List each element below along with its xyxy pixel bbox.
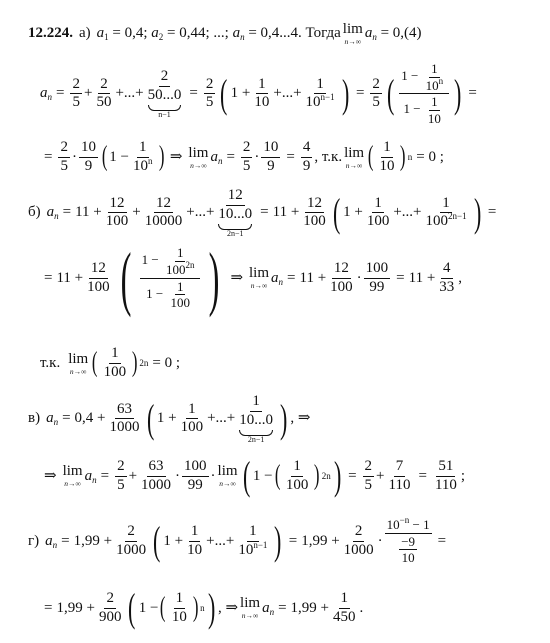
- line-1: [28, 22, 422, 46]
- line-5: = 11 + $\frac{12}{100}$ ( 1 − $\frac{1}{100^{2n}}$ 1 − $\frac{1}{100}$ ) ⇒ lim n→∞ $a_n$ = 11 + $\frac{12}{100}$ · $\frac{100}{99}$ = 11 + $\frac{4}{33}$ ,: [44, 238, 463, 318]
- line-8: ⇒ lim n→∞ $a_n$ = $\frac{2}{5}$ + $\frac{63}{1000}$ · 100 99 · lim n→∞ ( 1 − ( 1 100 ) 2n ) = $\frac{2}{5}$ + $\frac{7}{110}$ = $\frac{51}{110}$ ;: [44, 453, 466, 498]
- line-2: $a_n$ = $\frac{2}{5}$ + $\frac{2}{50}$ +...+ 2 50...0 n−1 = $\frac{2}{5}$ ( 1 + $\frac{1}{10}$ +...+ $\frac{1}{10^{n-1}}$ ) = $\frac{2}{5}$ ( 1 − $\frac{1}{10^n}$ 1 − $\frac{1}{10}$ ) =: [40, 61, 477, 126]
- part-v-label: в): [28, 410, 41, 427]
- part-g-label: г): [28, 532, 40, 549]
- line-9: г) $a_n$ = 1,99 + $\frac{2}{1000}$ ( 1 + $\frac{1}{10}$ +...+ $\frac{1}{10^{n-1}}$ ) = 1,99 + $\frac{2}{1000}$ · $\frac{10^{-n} - 1}{\frac{-9}{10}}$ =: [28, 515, 447, 566]
- line-1-end: $a_n = 0,(4)$: [364, 25, 422, 43]
- line-6: т.к. lim n→∞ ( 1 100 ) 2n = 0 ;: [40, 345, 181, 380]
- line-10: = 1,99 + $\frac{2}{900}$ ( 1 − ( 1 10 ) n ) , ⇒ lim n→∞ $a_n$ = 1,99 + $\frac{1}{450}$ .: [44, 585, 364, 630]
- problem-number: 12.224.: [28, 25, 73, 42]
- lim-operator: lim n→∞: [342, 21, 363, 46]
- line-1-text: $a_1 = 0,4$; $a_2 = 0,44$; ...; $a_n = 0,4...4$. Тогда: [96, 25, 341, 43]
- part-b-label: б): [28, 204, 41, 221]
- line-4: б) $a_n$ = 11 + $\frac{12}{100}$ + $\frac{12}{10000}$ +...+ 12 10...0 2n−1 = 11 + $\frac{12}{100}$ ( 1 + $\frac{1}{100}$ +...+ $\frac{1}{100^{2n-1}}$ ) =: [28, 187, 497, 238]
- tk-text: т.к.: [40, 354, 61, 371]
- line-7: в) $a_n$ = 0,4 + $\frac{63}{1000}$ ( 1 + $\frac{1}{100}$ +...+ 1 10...0 2n−1 ) , ⇒: [28, 393, 311, 444]
- line-3: = $\frac{2}{5}$ · 10 9 ( 1 − $\frac{1}{10^n}$ ) ⇒ lim n→∞ $a_n$ = $\frac{2}{5}$ · $\frac{10}{9}$ = $\frac{4}{9}$ , т.к. lim n→∞ ( 1 10 ) n = 0 ;: [44, 139, 444, 174]
- part-a-label: а): [79, 25, 91, 42]
